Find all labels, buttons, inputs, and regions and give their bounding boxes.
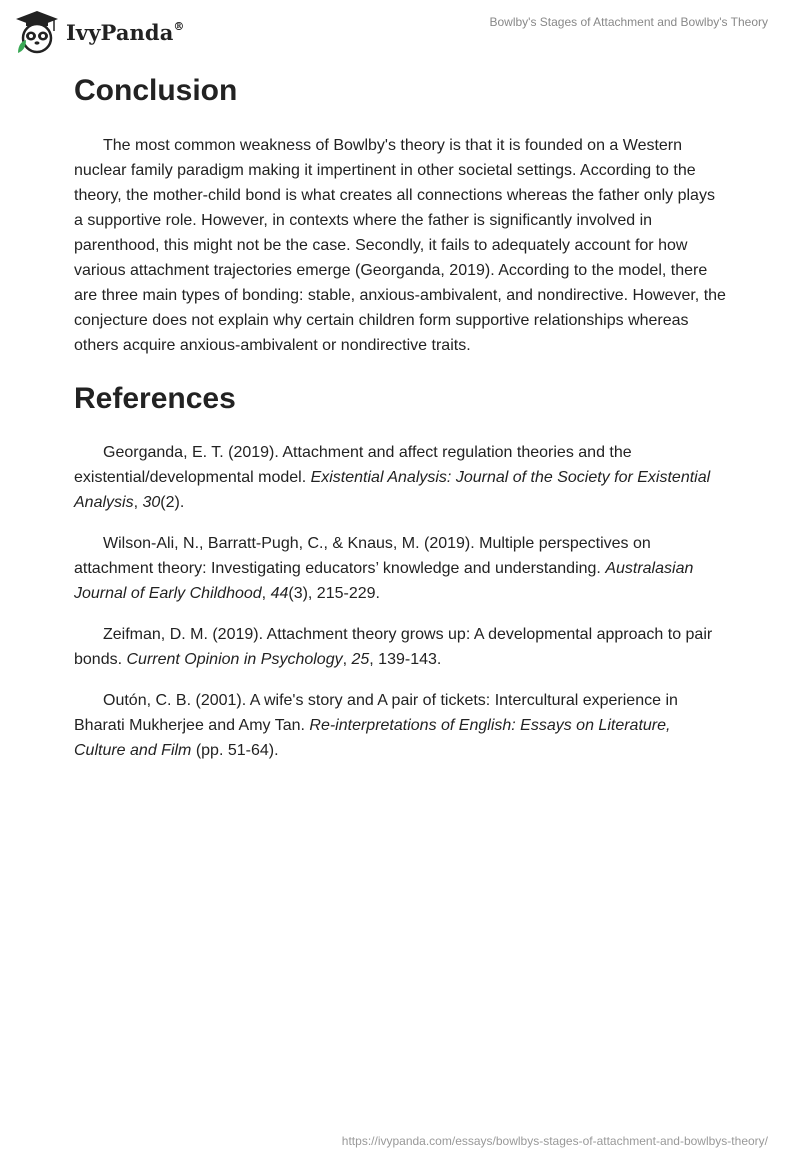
reference-item: Georganda, E. T. (2019). Attachment and affect regulation theories and the existential/developmental model. Existential Analysis: Journal of the Society for Existential Analysis, 30(2).	[74, 444, 711, 511]
document-title: Bowlby's Stages of Attachment and Bowlby's Theory	[489, 15, 768, 29]
document-body	[74, 73, 726, 779]
reference-item: Wilson-Ali, N., Barratt-Pugh, C., & Knaus, M. (2019). Multiple perspectives on attachment theory: Investigating educators’ knowledge and understanding. Australasian Journal of Early Childhood, 44(3), 215-229.	[74, 535, 694, 602]
conclusion-paragraph: The most common weakness of Bowlby's theory is that it is founded on a Western nuclear family paradigm making it impertinent in other societal settings. According to the theory, the mother-child bond is what creates all connections whereas the father only plays a supportive role. However, in contexts where the father is significantly involved in parenthood, this might not be the case. Secondly, it fails to adequately account for how various attachment trajectories emerge (Georganda, 2019). According to the model, there are three main types of bonding: stable, anxious-ambivalent, and nondirective. However, the conjecture does not explain why certain children form supportive relationships whereas others acquire anxious-ambivalent or nondirective traits.	[74, 137, 726, 354]
reference-item: Zeifman, D. M. (2019). Attachment theory grows up: A developmental approach to pair bonds. Current Opinion in Psychology, 25, 139-143.	[74, 626, 713, 668]
references-list	[74, 440, 726, 763]
source-url[interactable]: https://ivypanda.com/essays/bowlbys-stages-of-attachment-and-bowlbys-theory/	[341, 1134, 768, 1148]
conclusion-heading: Conclusion	[74, 74, 238, 107]
ivypanda-logo[interactable]	[14, 9, 185, 55]
references-heading: References	[74, 382, 236, 415]
panda-graduate-icon	[14, 9, 60, 55]
reference-item: Outón, C. B. (2001). A wife's story and A pair of tickets: Intercultural experience in Bharati Mukherjee and Amy Tan. Re-interpretations of English: Essays on Literature, Culture and Film (pp. 51-64).	[74, 692, 678, 759]
brand-name: IvyPanda®	[66, 19, 185, 45]
